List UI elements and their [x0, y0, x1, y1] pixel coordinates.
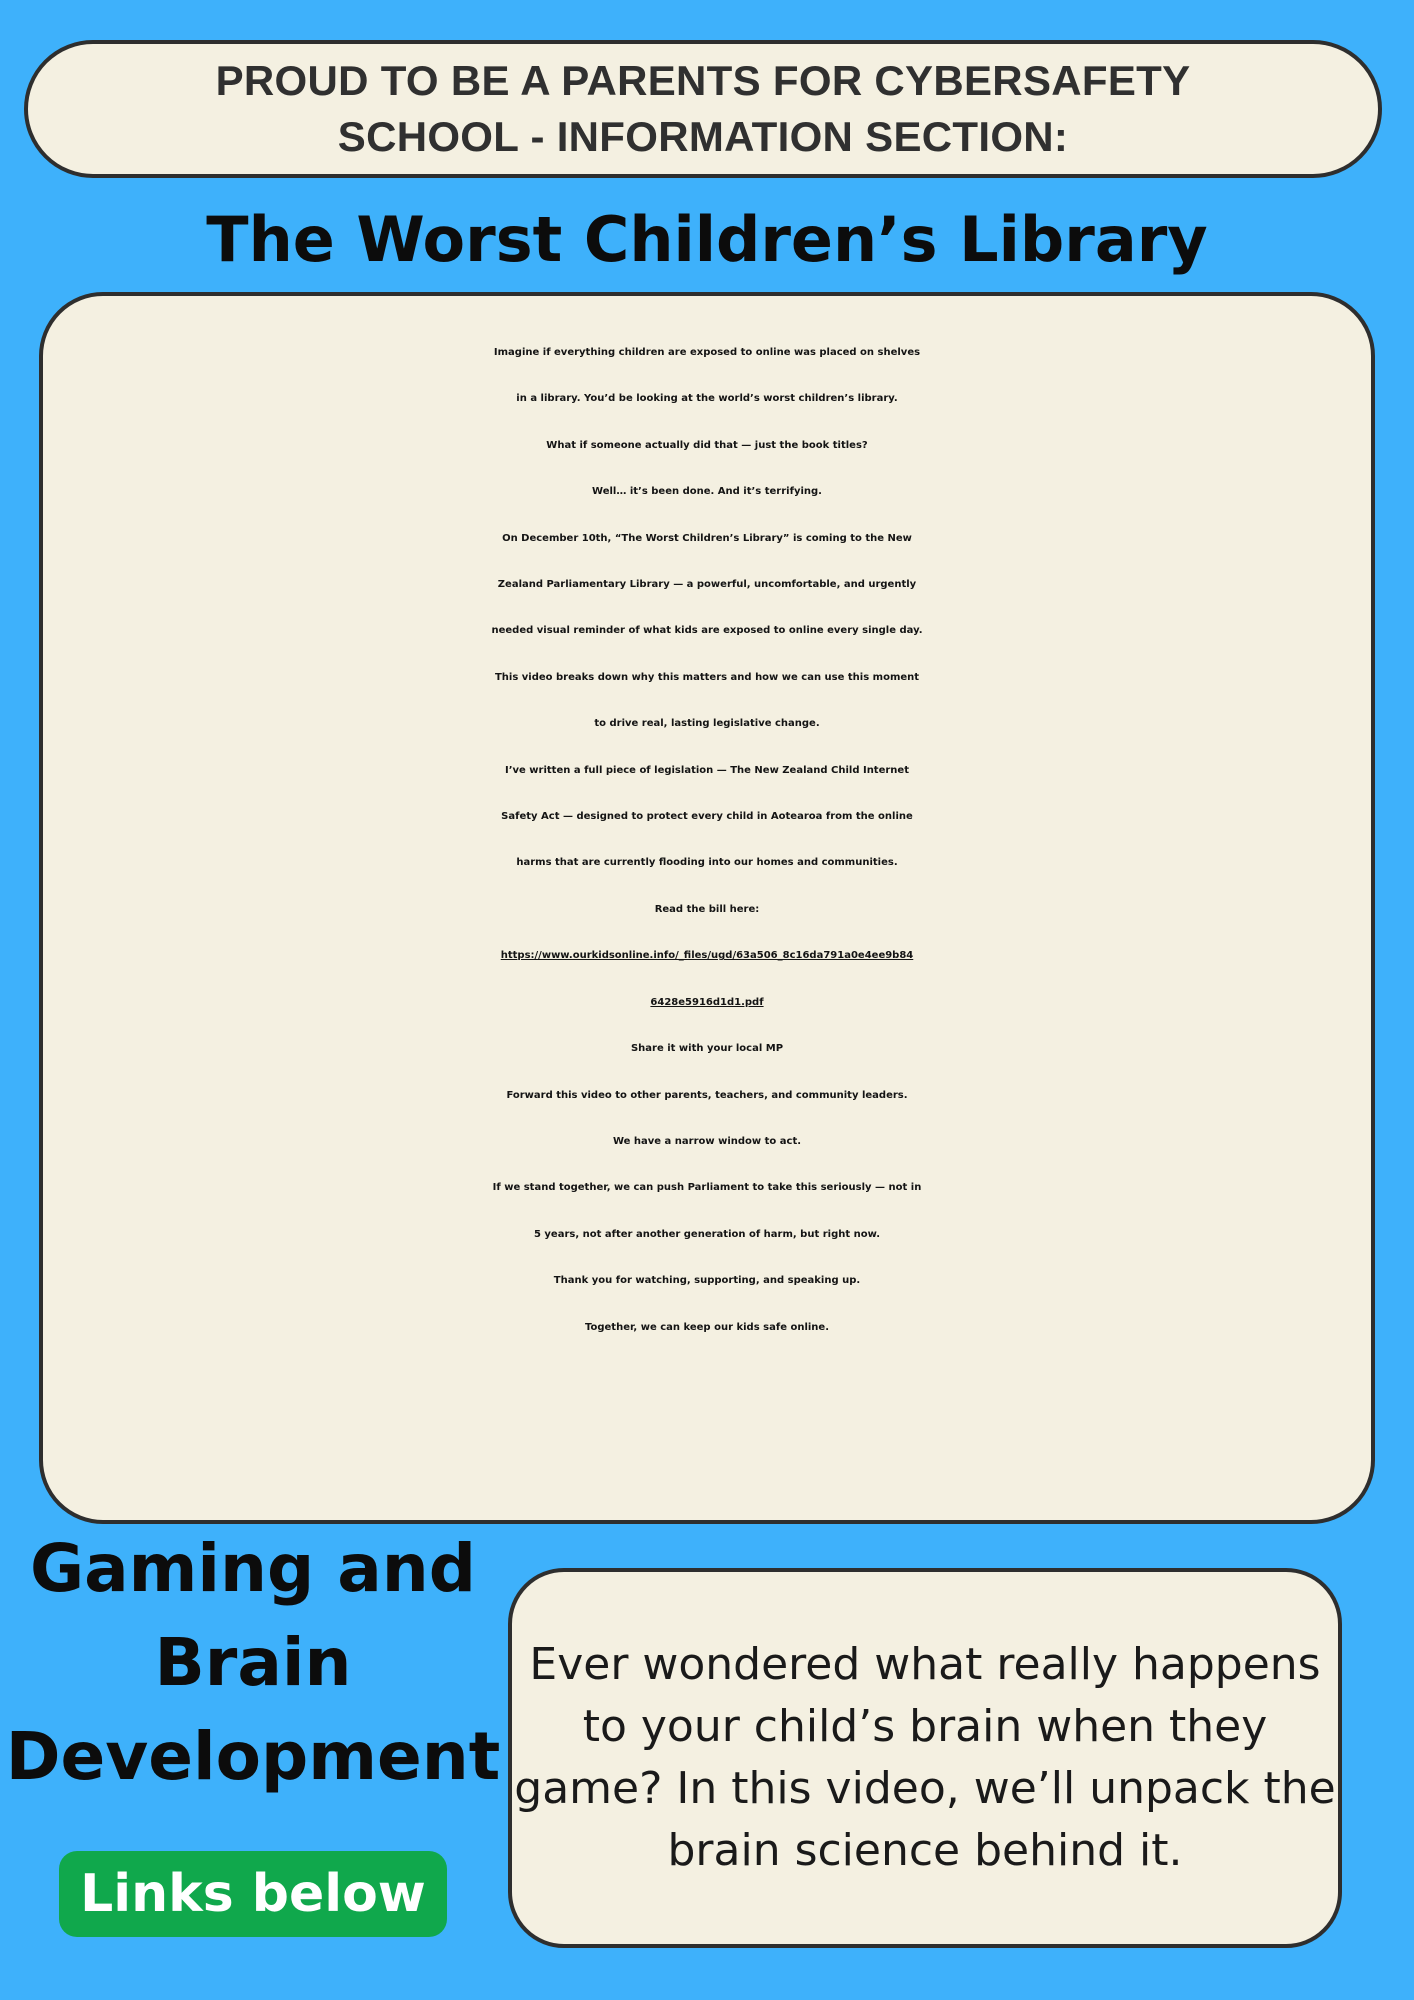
info-line: This video breaks down why this matters and how we can use this moment [494, 671, 920, 683]
info-line: Share it with your local MP [630, 1043, 784, 1055]
gaming-description-line: game? In this video, we’ll unpack the [514, 1763, 1336, 1814]
info-line: harms that are currently flooding into our homes and communities. [516, 857, 898, 869]
page-title: The Worst Children’s Library [206, 203, 1208, 276]
gaming-title-line: Development [5, 1718, 501, 1795]
header-line-1: PROUD TO BE A PARENTS FOR CYBERSAFETY [215, 57, 1191, 104]
info-line: in a library. You’d be looking at the world’s worst children’s library. [516, 393, 898, 405]
info-line: Thank you for watching, supporting, and speaking up. [553, 1275, 861, 1287]
info-line: Imagine if everything children are exposed to online was placed on shelves [493, 347, 921, 358]
bill-link[interactable]: 6428e5916d1d1.pdf [650, 996, 764, 1008]
info-line: Zealand Parliamentary Library — a powerful, uncomfortable, and urgently [497, 579, 917, 591]
gaming-title-line: Brain [154, 1624, 352, 1701]
info-line: Read the bill here: [654, 903, 760, 915]
header-banner [24, 40, 1382, 178]
info-panel [39, 292, 1375, 1524]
header-line-2: SCHOOL - INFORMATION SECTION: [337, 113, 1069, 160]
gaming-section-title [0, 1522, 506, 1804]
info-line: Forward this video to other parents, teachers, and community leaders. [506, 1089, 908, 1101]
info-line: Safety Act — designed to protect every child in Aotearoa from the online [501, 811, 913, 823]
info-line: to drive real, lasting legislative change. [594, 718, 820, 730]
gaming-description-line: to your child’s brain when they [582, 1701, 1268, 1752]
info-line: If we stand together, we can push Parliament to take this seriously — not in [492, 1182, 922, 1194]
gaming-description-panel [508, 1568, 1342, 1948]
info-line: On December 10th, “The Worst Children’s Library” is coming to the New [502, 532, 912, 544]
gaming-title-line: Gaming and [29, 1530, 477, 1607]
bill-link[interactable]: https://www.ourkidsonline.info/_files/ugd/63a506_8c16da791a0e4ee9b84 [500, 950, 914, 962]
gaming-description-line: Ever wondered what really happens [529, 1639, 1321, 1690]
info-line: We have a narrow window to act. [612, 1135, 802, 1147]
info-line: 5 years, not after another generation of harm, but right now. [533, 1228, 881, 1240]
gaming-description-line: brain science behind it. [667, 1825, 1183, 1876]
info-line: Together, we can keep our kids safe online. [584, 1321, 830, 1333]
info-line: I’ve written a full piece of legislation — The New Zealand Child Internet [505, 764, 909, 776]
info-line: needed visual reminder of what kids are exposed to online every single day. [491, 625, 923, 637]
info-line: What if someone actually did that — just the book titles? [546, 439, 868, 451]
info-line: Well… it’s been done. And it’s terrifying. [592, 486, 822, 498]
links-below-button[interactable]: Links below [59, 1851, 447, 1937]
